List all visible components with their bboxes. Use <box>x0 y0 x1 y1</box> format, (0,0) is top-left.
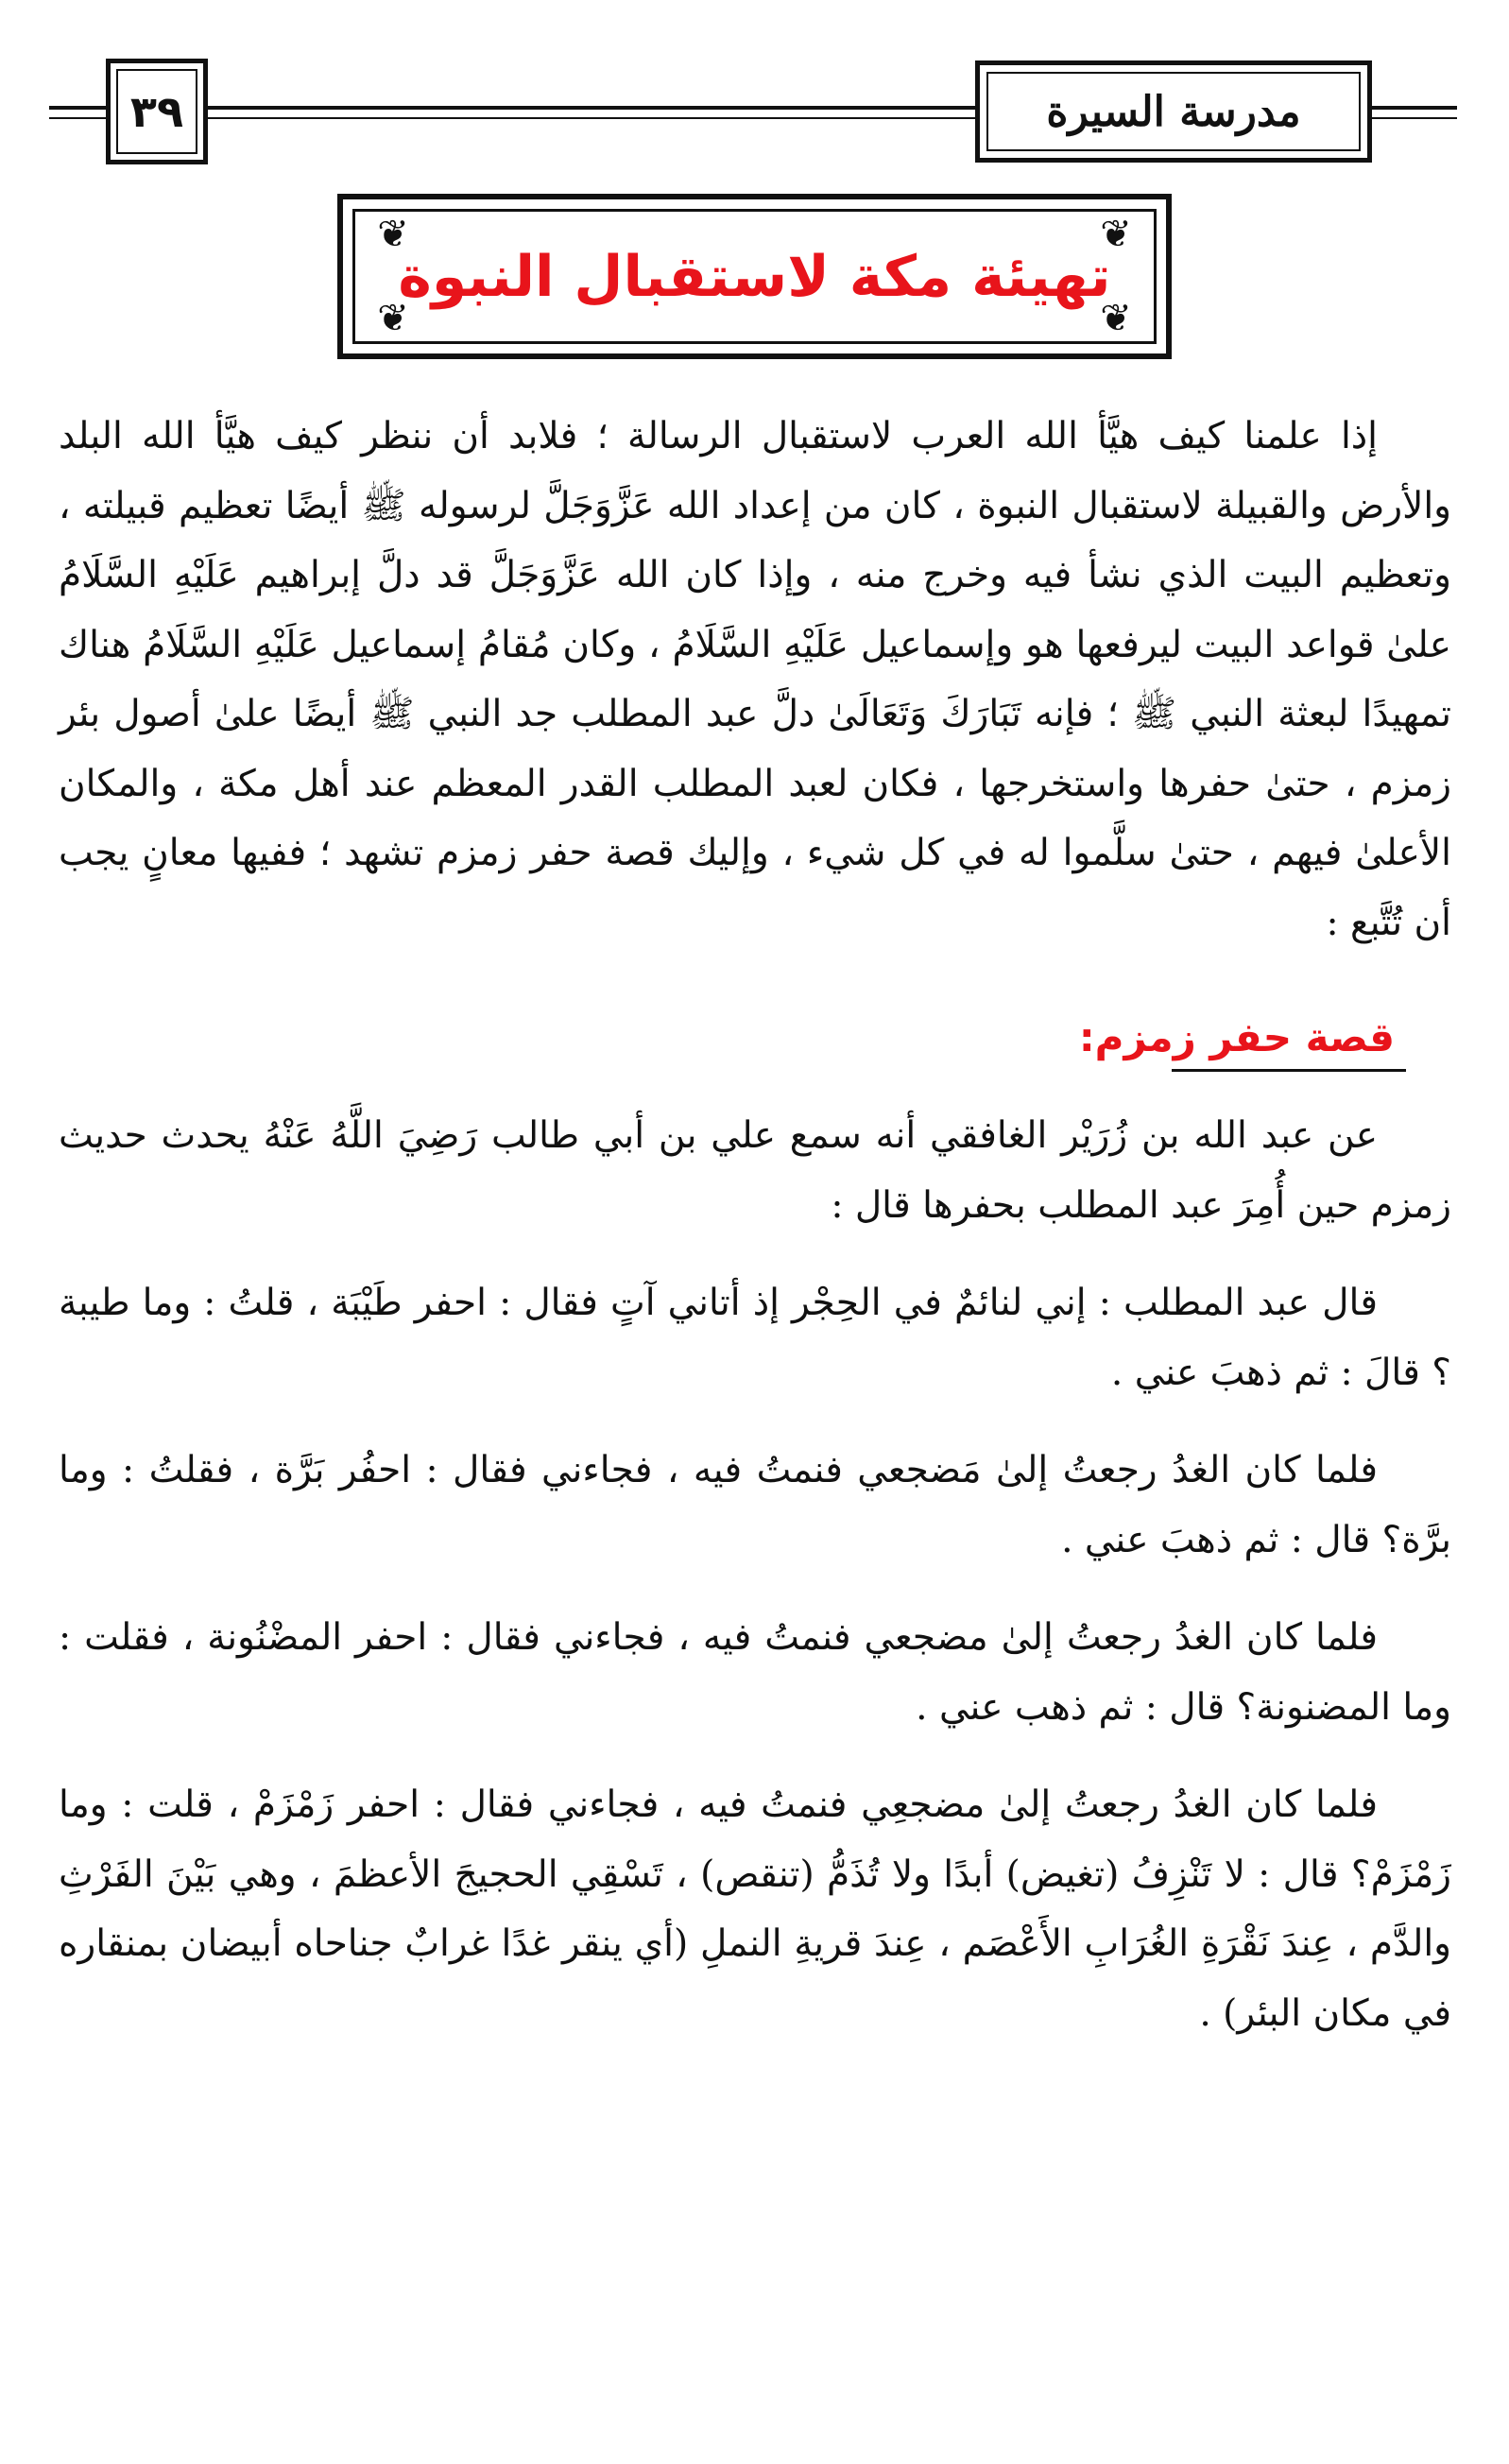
paragraph: فلما كان الغدُ رجعتُ إلىٰ مَضجعي فنمتُ فيه ، فجاءني فقال : احفُر بَرَّة ، فقلتُ : وما برَّة؟ قال : ثم ذهبَ عني . <box>59 1449 1451 1561</box>
chapter-title-frame <box>337 194 1172 359</box>
page-number-box <box>106 59 208 164</box>
page-content <box>59 402 1451 2048</box>
ornament-icon: ❦ <box>1100 213 1132 256</box>
section-heading: قصة حفر زمزم: <box>1078 1014 1395 1060</box>
paragraph: فلما كان الغدُ رجعتُ إلىٰ مضجعي فنمتُ فيه ، فجاءني فقال : احفر المضْنُونة ، فقلت : وما المضنونة؟ قال : ثم ذهب عني . <box>59 1616 1451 1729</box>
ornament-icon: ❦ <box>377 213 409 256</box>
paragraph: قال عبد المطلب : إني لنائمٌ في الحِجْر إذ أتاني آتٍ فقال : احفر طَيْبَة ، قلتُ : وما طيبة ؟ قالَ : ثم ذهبَ عني . <box>59 1282 1451 1394</box>
paragraph: فلما كان الغدُ رجعتُ إلىٰ مضجعِي فنمتُ فيه ، فجاءني فقال : احفر زَمْزَمْ ، قلت : وما زَمْزَمْ؟ قال : لا تَنْزِفُ (تغيض) أبدًا ولا تُذَمُّ (تنقص) ، تَسْقِي الحجيجَ الأعظمَ ، وهي بَيْنَ الفَرْثِ والدَّم ، عِندَ نَقْرَةِ الغُرَابِ الأَعْصَم ، عِندَ قريةِ النملِ (أي ينقر غدًا غرابٌ جناحاه أبيضان بمنقاره في مكان البئر) . <box>59 1783 1451 2035</box>
ornament-icon: ❦ <box>377 297 409 340</box>
series-title-box <box>975 60 1372 163</box>
series-title: مدرسة السيرة <box>1046 87 1301 136</box>
page-number: ٣٩ <box>129 86 184 137</box>
section-heading-underline <box>1172 1069 1406 1072</box>
ornament-icon: ❦ <box>1100 297 1132 340</box>
chapter-title: تهيئة مكة لاستقبال النبوة <box>398 243 1111 310</box>
section-heading-wrap <box>59 995 1451 1077</box>
paragraph: عن عبد الله بن زُرَيْر الغافقي أنه سمع علي بن أبي طالب رَضِيَ اللَّهُ عَنْهُ يحدث حديث زمزم حين أُمِرَ عبد المطلب بحفرها قال : <box>59 1114 1451 1227</box>
paragraph-intro: إذا علمنا كيف هيَّأ الله العرب لاستقبال الرسالة ؛ فلابد أن ننظر كيف هيَّأ الله البلد والأرض والقبيلة لاستقبال النبوة ، كان من إعداد الله عَزَّوَجَلَّ لرسوله ﷺ أيضًا تعظيم قبيلته ، وتعظيم البيت الذي نشأ فيه وخرج منه ، وإذا كان الله عَزَّوَجَلَّ قد دلَّ إبراهيم عَلَيْهِ السَّلَامُ علىٰ قواعد البيت ليرفعها هو وإسماعيل عَلَيْهِ السَّلَامُ ، وكان مُقامُ إسماعيل عَلَيْهِ السَّلَامُ هناك تمهيدًا لبعثة النبي ﷺ ؛ فإنه تَبَارَكَ وَتَعَالَىٰ دلَّ عبد المطلب جد النبي ﷺ أيضًا علىٰ أصول بئر زمزم ، حتىٰ حفرها واستخرجها ، فكان لعبد المطلب القدر المعظم عند أهل مكة ، والمكان الأعلىٰ فيهم ، حتىٰ سلَّموا له في كل شيء ، وإليك قصة حفر زمزم تشهد ؛ ففيها معانٍ يجب أن تُتَّبع : <box>59 415 1451 944</box>
page-header <box>49 59 1457 163</box>
